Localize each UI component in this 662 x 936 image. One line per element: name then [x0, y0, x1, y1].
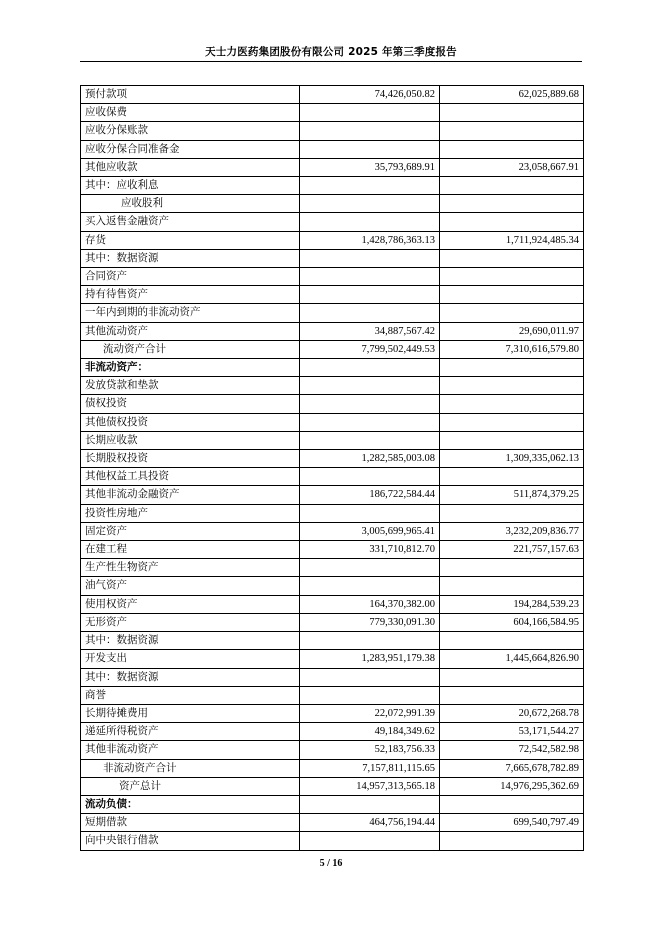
- period-end-value: [300, 832, 440, 850]
- table-row: [81, 104, 584, 122]
- period-end-value: 35,793,689.91: [300, 158, 440, 176]
- prior-year-end-value: 7,310,616,579.80: [440, 340, 584, 358]
- period-end-value: 14,957,313,565.18: [300, 777, 440, 795]
- table-row: [81, 195, 584, 213]
- row-label: 应收保费: [81, 104, 300, 122]
- row-label: 其他非流动金融资产: [81, 486, 300, 504]
- row-label: 其他债权投资: [81, 413, 300, 431]
- table-row: [81, 504, 584, 522]
- period-end-value: 22,072,991.39: [300, 704, 440, 722]
- period-end-value: [300, 468, 440, 486]
- prior-year-end-value: 29,690,011.97: [440, 322, 584, 340]
- period-end-value: [300, 668, 440, 686]
- period-end-value: 7,157,811,115.65: [300, 759, 440, 777]
- prior-year-end-value: 604,166,584.95: [440, 613, 584, 631]
- row-label: 长期待摊费用: [81, 704, 300, 722]
- period-end-value: 464,756,194.44: [300, 814, 440, 832]
- prior-year-end-value: [440, 359, 584, 377]
- table-row: [81, 122, 584, 140]
- table-row: [81, 377, 584, 395]
- row-label: 其中：数据资源: [81, 249, 300, 267]
- prior-year-end-value: [440, 195, 584, 213]
- prior-year-end-value: [440, 286, 584, 304]
- period-end-value: 186,722,584.44: [300, 486, 440, 504]
- prior-year-end-value: 7,665,678,782.89: [440, 759, 584, 777]
- prior-year-end-value: 23,058,667.91: [440, 158, 584, 176]
- prior-year-end-value: 511,874,379.25: [440, 486, 584, 504]
- period-end-value: [300, 177, 440, 195]
- table-row: [81, 668, 584, 686]
- prior-year-end-value: [440, 104, 584, 122]
- table-row: [81, 213, 584, 231]
- table-row: [81, 158, 584, 176]
- table-row: [81, 541, 584, 559]
- period-end-value: 7,799,502,449.53: [300, 340, 440, 358]
- row-label: 债权投资: [81, 395, 300, 413]
- prior-year-end-value: [440, 668, 584, 686]
- row-label: 流动负债：: [81, 795, 300, 813]
- prior-year-end-value: [440, 632, 584, 650]
- prior-year-end-value: 194,284,539.23: [440, 595, 584, 613]
- section-header-row: [81, 795, 584, 813]
- table-row: [81, 632, 584, 650]
- row-label: 向中央银行借款: [81, 832, 300, 850]
- prior-year-end-value: [440, 249, 584, 267]
- row-label: 无形资产: [81, 613, 300, 631]
- period-end-value: [300, 559, 440, 577]
- prior-year-end-value: [440, 468, 584, 486]
- period-end-value: [300, 413, 440, 431]
- prior-year-end-value: 699,540,797.49: [440, 814, 584, 832]
- period-end-value: [300, 249, 440, 267]
- row-label: 应收股利: [81, 195, 300, 213]
- row-label: 油气资产: [81, 577, 300, 595]
- prior-year-end-value: 20,672,268.78: [440, 704, 584, 722]
- period-end-value: [300, 195, 440, 213]
- table-row: [81, 522, 584, 540]
- prior-year-end-value: 53,171,544.27: [440, 723, 584, 741]
- period-end-value: 3,005,699,965.41: [300, 522, 440, 540]
- table-row: [81, 559, 584, 577]
- row-label: 长期应收款: [81, 431, 300, 449]
- period-end-value: [300, 577, 440, 595]
- prior-year-end-value: [440, 395, 584, 413]
- prior-year-end-value: [440, 504, 584, 522]
- row-label: 其他非流动资产: [81, 741, 300, 759]
- prior-year-end-value: [440, 268, 584, 286]
- period-end-value: 1,282,585,003.08: [300, 450, 440, 468]
- prior-year-end-value: [440, 304, 584, 322]
- table-row: [81, 759, 584, 777]
- table-row: [81, 177, 584, 195]
- table-row: [81, 86, 584, 104]
- row-label: 应收分保账款: [81, 122, 300, 140]
- row-label: 应收分保合同准备金: [81, 140, 300, 158]
- table-row: [81, 486, 584, 504]
- row-label: 其中：应收利息: [81, 177, 300, 195]
- prior-year-end-value: [440, 377, 584, 395]
- prior-year-end-value: [440, 686, 584, 704]
- row-label: 其中：数据资源: [81, 668, 300, 686]
- row-label: 其他流动资产: [81, 322, 300, 340]
- row-label: 商誉: [81, 686, 300, 704]
- prior-year-end-value: [440, 413, 584, 431]
- row-label: 一年内到期的非流动资产: [81, 304, 300, 322]
- table-row: [81, 431, 584, 449]
- row-label: 非流动资产合计: [81, 759, 300, 777]
- prior-year-end-value: 14,976,295,362.69: [440, 777, 584, 795]
- table-row: [81, 413, 584, 431]
- row-label: 其他应收款: [81, 158, 300, 176]
- row-label: 预付款项: [81, 86, 300, 104]
- table-row: [81, 777, 584, 795]
- header-divider: [80, 61, 582, 62]
- table-row: [81, 249, 584, 267]
- prior-year-end-value: [440, 140, 584, 158]
- prior-year-end-value: [440, 795, 584, 813]
- period-end-value: 74,426,050.82: [300, 86, 440, 104]
- row-label: 生产性生物资产: [81, 559, 300, 577]
- row-label: 存货: [81, 231, 300, 249]
- page-number: 5 / 16: [319, 858, 343, 869]
- row-label: 长期股权投资: [81, 450, 300, 468]
- period-end-value: [300, 213, 440, 231]
- row-label: 其他权益工具投资: [81, 468, 300, 486]
- balance-sheet-table: [80, 85, 584, 851]
- row-label: 其中：数据资源: [81, 632, 300, 650]
- table-row: [81, 814, 584, 832]
- prior-year-end-value: [440, 431, 584, 449]
- period-end-value: [300, 104, 440, 122]
- table-row: [81, 741, 584, 759]
- table-row: [81, 686, 584, 704]
- table-row: [81, 595, 584, 613]
- period-end-value: [300, 268, 440, 286]
- table-row: [81, 340, 584, 358]
- period-end-value: 34,887,567.42: [300, 322, 440, 340]
- table-row: [81, 650, 584, 668]
- period-end-value: 52,183,756.33: [300, 741, 440, 759]
- prior-year-end-value: 1,445,664,826.90: [440, 650, 584, 668]
- row-label: 非流动资产：: [81, 359, 300, 377]
- period-end-value: 49,184,349.62: [300, 723, 440, 741]
- row-label: 资产总计: [81, 777, 300, 795]
- prior-year-end-value: [440, 559, 584, 577]
- table-row: [81, 613, 584, 631]
- period-end-value: 1,283,951,179.38: [300, 650, 440, 668]
- table-row: [81, 304, 584, 322]
- row-label: 开发支出: [81, 650, 300, 668]
- period-end-value: [300, 504, 440, 522]
- row-label: 买入返售金融资产: [81, 213, 300, 231]
- table-row: [81, 468, 584, 486]
- prior-year-end-value: [440, 213, 584, 231]
- prior-year-end-value: [440, 177, 584, 195]
- table-row: [81, 832, 584, 850]
- period-end-value: 331,710,812.70: [300, 541, 440, 559]
- period-end-value: 1,428,786,363.13: [300, 231, 440, 249]
- table-row: [81, 268, 584, 286]
- period-end-value: [300, 795, 440, 813]
- prior-year-end-value: 3,232,209,836.77: [440, 522, 584, 540]
- row-label: 使用权资产: [81, 595, 300, 613]
- prior-year-end-value: 1,309,335,062.13: [440, 450, 584, 468]
- prior-year-end-value: 1,711,924,485.34: [440, 231, 584, 249]
- table-row: [81, 723, 584, 741]
- period-end-value: [300, 686, 440, 704]
- row-label: 递延所得税资产: [81, 723, 300, 741]
- table-row: [81, 231, 584, 249]
- period-end-value: [300, 395, 440, 413]
- row-label: 投资性房地产: [81, 504, 300, 522]
- prior-year-end-value: 72,542,582.98: [440, 741, 584, 759]
- table-row: [81, 395, 584, 413]
- period-end-value: [300, 304, 440, 322]
- period-end-value: [300, 431, 440, 449]
- period-end-value: 164,370,382.00: [300, 595, 440, 613]
- table-row: [81, 704, 584, 722]
- period-end-value: [300, 359, 440, 377]
- row-label: 合同资产: [81, 268, 300, 286]
- period-end-value: [300, 122, 440, 140]
- row-label: 固定资产: [81, 522, 300, 540]
- period-end-value: [300, 140, 440, 158]
- section-header-row: [81, 359, 584, 377]
- prior-year-end-value: [440, 832, 584, 850]
- prior-year-end-value: 62,025,889.68: [440, 86, 584, 104]
- row-label: 短期借款: [81, 814, 300, 832]
- prior-year-end-value: [440, 577, 584, 595]
- table-row: [81, 322, 584, 340]
- row-label: 发放贷款和垫款: [81, 377, 300, 395]
- period-end-value: [300, 286, 440, 304]
- row-label: 持有待售资产: [81, 286, 300, 304]
- page-header-title: 天士力医药集团股份有限公司 2025 年第三季度报告: [205, 46, 457, 58]
- period-end-value: [300, 377, 440, 395]
- table-row: [81, 577, 584, 595]
- table-row: [81, 140, 584, 158]
- prior-year-end-value: 221,757,157.63: [440, 541, 584, 559]
- period-end-value: [300, 632, 440, 650]
- row-label: 在建工程: [81, 541, 300, 559]
- row-label: 流动资产合计: [81, 340, 300, 358]
- period-end-value: 779,330,091.30: [300, 613, 440, 631]
- table-row: [81, 286, 584, 304]
- prior-year-end-value: [440, 122, 584, 140]
- table-row: [81, 450, 584, 468]
